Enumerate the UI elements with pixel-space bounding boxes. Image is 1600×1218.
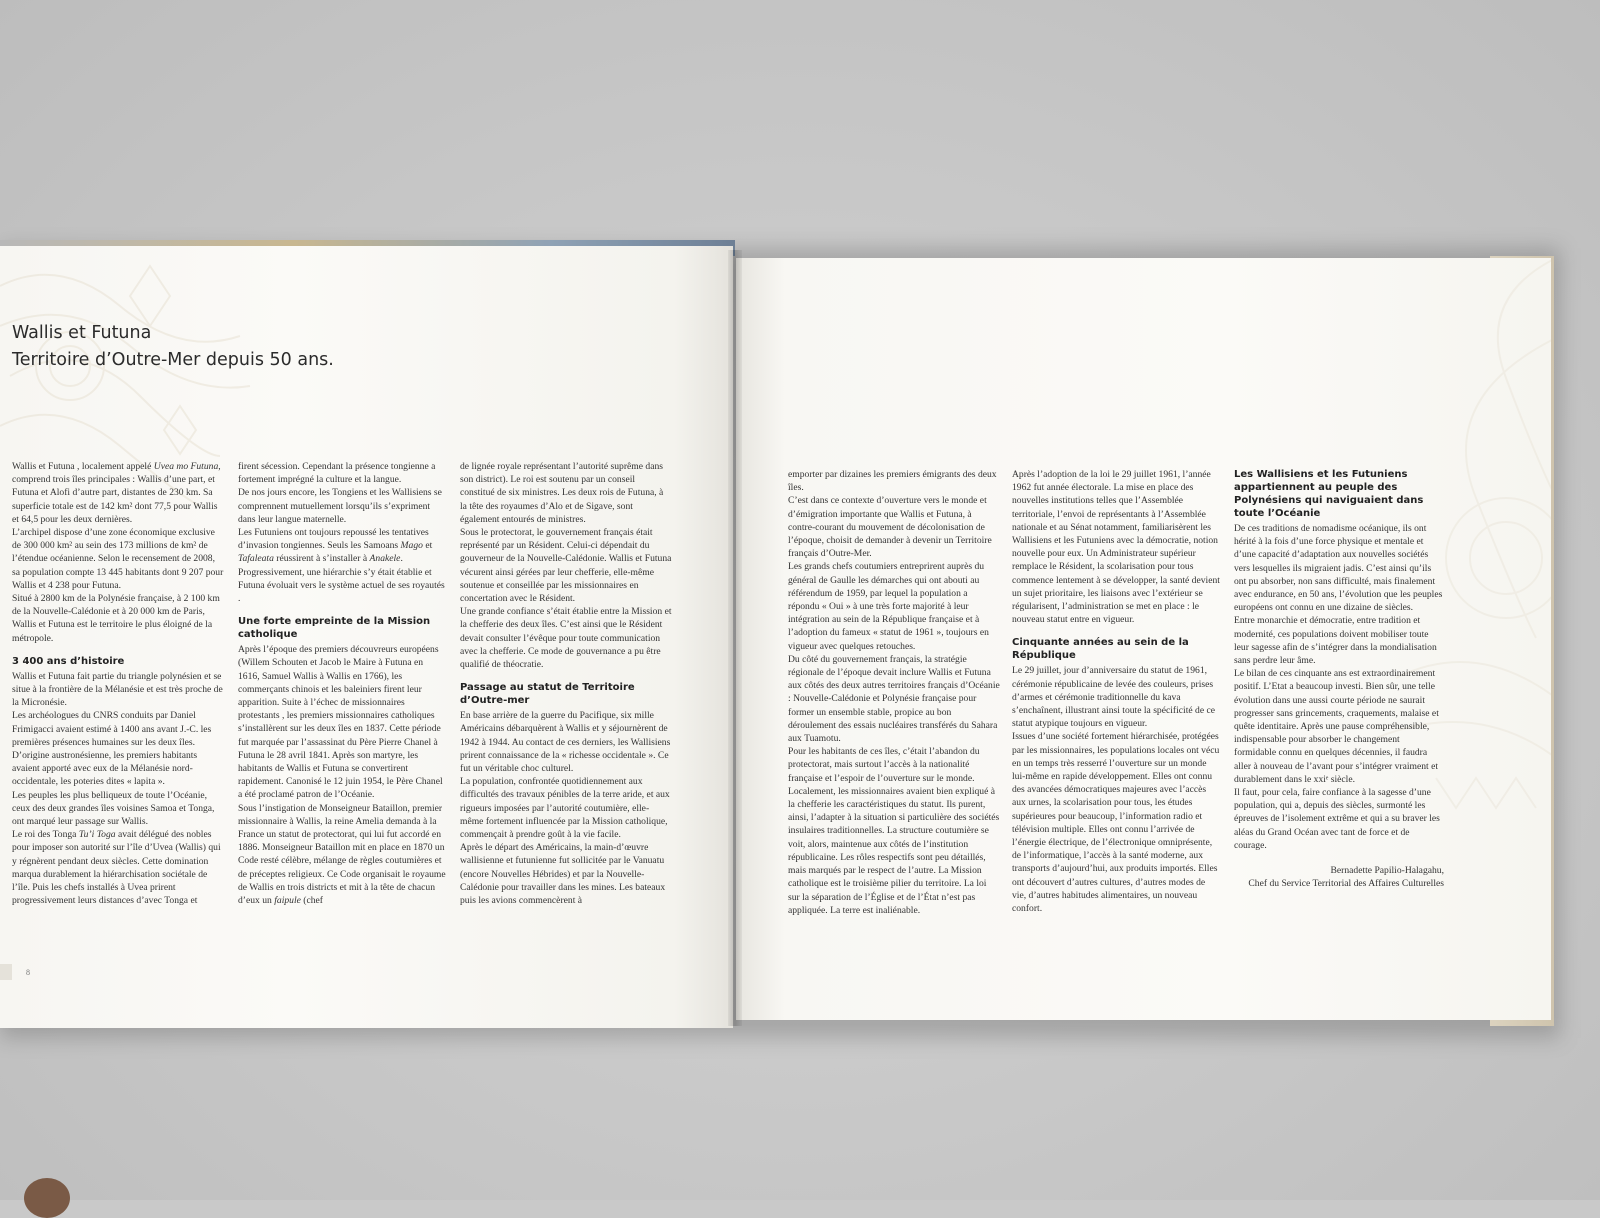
signature-role: Chef du Service Territorial des Affaires Culturelles [1248, 878, 1444, 890]
paragraph: Entre monarchie et démocratie, entre tradition et modernité, ces populations doivent mobiliser toute leur sagesse afin de s’intégrer dans la mondialisation sans perdre leur âme. [1234, 615, 1437, 667]
page-title [12, 320, 334, 374]
right-column-1 [788, 468, 1000, 917]
paragraph: C’est dans ce contexte d’ouverture vers le monde et d’émigration importante que Wallis et Futuna, à contre-courant du mouvement de décolonisation de l’époque, choisit de demander à devenir un Territoire français d’Outre-Mer. [788, 495, 992, 560]
paragraph: Les archéologues du CNRS conduits par Daniel Frimigacci avaient estimé à 1400 ans avant J.-C. les premières présences humaines sur les deux îles. D’origine austronésienne, les premiers habitants avaient apporté avec eux de la Mélanésie nord-occidentale, les poteries dites « lapita ». [12, 710, 212, 788]
book-gutter [728, 250, 742, 1026]
right-column-3 [1234, 468, 1444, 890]
paragraph: Les peuples les plus belliqueux de toute l’Océanie, ceux des deux grandes îles voisines Samoa et Tonga, ont marqué leur passage sur Wallis. [12, 789, 215, 828]
paragraph: Après le départ des Américains, la main-d’œuvre wallisienne et futunienne fut sollicitée par le Vanuatu (encore Nouvelles Hébrides) et par la Nouvelle-Calédonie pour travailler dans les mines. Les bateaux puis les avions commencèrent à [460, 842, 666, 907]
paragraph: Pour les habitants de ces îles, c’était l’abandon du protectorat, mais surtout l’accès à la nationalité française et l’espoir de l’ouverture sur le monde. [788, 746, 980, 784]
page-number: 8 [26, 968, 30, 977]
paragraph: Après l’époque des premiers découvreurs européens (Willem Schouten et Jacob le Maire à Futuna en 1616, Samuel Wallis à Wallis en 1766), les commerçants chinois et les baleiniers firent leur apparition. Suite à l’échec de missionnaires protestants , les premiers missionnaires catholiques s’installèrent sur les deux îles en 1837. Cette période fut marquée par l’assassinat du Père Pierre Chanel à Futuna le 28 avril 1841. Après son martyre, les habitants de Wallis et Futuna se convertirent rapidement. Canonisé le 12 juin 1954, le Père Chanel a été proclamé patron de l’Océanie. [238, 644, 443, 801]
paragraph: Issues d’une société fortement hiérarchisée, protégées par les missionnaires, les populations locales ont vécu en un temps très resserré l’ouverture sur un monde lui-même en rapide développement. Elles ont connu des avancées démocratiques majeures avec l’accès aux urnes, la scolarisation pour tous, les études supérieures pour beaucoup, l’information radio et télévision multiple. Elles ont connu l’arrivée de l’énergie électrique, de l’électronique omniprésente, de l’informatique, l’accès à la santé moderne, aux transports d’aujourd’hui, aux produits importés. Elles ont découvert d’autres cultures, d’autres modes de vie, d’autres habitudes alimentaires, un nouveau confort. [1012, 731, 1220, 915]
paragraph: La population, confrontée quotidiennement aux difficultés des travaux pénibles de la terre aride, et aux rigueurs imposées par l’autorité coutumière, elle-même fortement influencée par la Mission catholique, commençait à prendre goût à la vie facile. [460, 776, 670, 841]
paragraph: Le 29 juillet, jour d’anniversaire du statut de 1961, cérémonie républicaine de levée des couleurs, prises d’armes et cérémonie traditionnelle du kava s’enchaînent, illustrant ainsi toute la spécificité de ce statut atypique toujours en vigueur. [1012, 665, 1215, 730]
paragraph: Il faut, pour cela, faire confiance à la sagesse d’une population, qui a, depuis des siècles, surmonté les épreuves de l’isolement extrême et qui a su braver les aléas du Grand Océan avec tant de force et de courage. [1234, 787, 1440, 851]
paragraph: De nos jours encore, les Tongiens et les Wallisiens se comprennent mutuellement lorsqu’ils s’expriment dans leur langue maternelle. [238, 487, 442, 525]
section-heading: Passage au statut de Territoire d’Outre-mer [460, 682, 635, 707]
signature [1234, 864, 1444, 890]
paragraph: Une grande confiance s’était établie entre la Mission et la chefferie des deux îles. C’est ainsi que le Résident devait consulter l’évêque pour toute communication avec la chefferie. Ce mode de gouvernance a pu être qualifié de théocratie. [460, 606, 672, 671]
paragraph: emporter par dizaines les premiers émigrants des deux îles. [788, 469, 997, 494]
title-line-2: Territoire d’Outre-Mer depuis 50 ans. [12, 350, 334, 370]
paragraph: Sous le protectorat, le gouvernement français était représenté par un Résident. Celui-ci dépendait du gouverneur de la Nouvelle-Calédonie. Wallis et Futuna vécurent ainsi gérées par leur chefferie, elle-même soutenue et conseillée par les missionnaires en concertation avec le Résident. [460, 527, 672, 605]
page-number-tab [0, 964, 12, 980]
paragraph: Situé à 2800 km de la Polynésie française, à 2 100 km de la Nouvelle-Calédonie et à 20 000 km de Paris, Wallis et Futuna est le territoire le plus éloigné de la métropole. [12, 593, 220, 644]
left-column-2 [238, 460, 446, 907]
section-heading: 3 400 ans d’histoire [12, 655, 125, 667]
section-heading: Les Wallisiens et les Futuniens appartiennent au peuple des Polynésiens qui naviguaient dans toute l’Océanie [1234, 469, 1424, 519]
paragraph: Après l’adoption de la loi le 29 juillet 1961, l’année 1962 fut année électorale. La mise en place des nouvelles institutions telles que l’Assemblée territoriale, l’envoi de représentants à l’Assemblée nationale et au Sénat notamment, familiarisèrent les Wallisiens et les Futuniens avec la démocratie, notion nouvelle pour eux. Un Administrateur supérieur remplace le Résident, la scolarisation pour tous commence lentement à se développer, la santé devient un sujet prioritaire, les liaisons avec l’extérieur se régularisent, l’administration se met en place : le nouveau statut entre en vigueur. [1012, 469, 1220, 626]
signature-name: Bernadette Papilio-Halagahu, [1330, 865, 1444, 877]
paragraph: Du côté du gouvernement français, la stratégie régionale de l’époque devait inclure Wallis et Futuna aux côtés des deux autres territoires français d’Océanie : Nouvelle-Calédonie et Polynésie française pour former un ensemble stable, propice au bon déroulement des essais nucléaires transférés du Sahara aux Tuamotu. [788, 653, 1000, 745]
left-page [0, 246, 733, 1028]
right-column-2 [1012, 468, 1220, 915]
left-column-1 [12, 460, 224, 908]
right-page [736, 258, 1551, 1020]
paragraph: firent sécession. Cependant la présence tongienne a fortement imprégné la culture et la langue. [238, 461, 436, 486]
paragraph: Localement, les missionnaires avaient bien expliqué à la chefferie les caractéristiques du statut. Ils purent, ainsi, l’adapter à la situation si particulière des sociétés insulaires traditionnelles. La structure coutumière se voit, alors, maintenue aux côtés de l’institution républicaine. Les rôles respectifs sont peu détaillés, mais marqués par le respect de l’autre. La Mission catholique est le troisième pilier du territoire. La loi sur la séparation de l’Église et de l’État n’est pas appliquée. La terre est inaliénable. [788, 785, 1000, 916]
paragraph: Wallis et Futuna , localement appelé Uvea mo Futuna, comprend trois îles principales : Wallis d’une part, et Futuna et Alofi d’autre part, distantes de 230 km. Sa superficie totale est de 142 km² dont 77,5 pour Wallis et 64,5 pour les deux dernières. [12, 461, 221, 525]
paragraph: Les Futuniens ont toujours repoussé les tentatives d’invasion tongiennes. Seuls les Samoans Mago et Tafaleata réussirent à s’installer à Anakele. Progressivement, une hiérarchie s’y était établie et Futuna évoluait vers le système actuel de ses royautés . [238, 527, 445, 605]
paragraph: Sous l’instigation de Monseigneur Bataillon, premier missionnaire à Wallis, la reine Amelia demanda à la France un statut de protectorat, qui lui fut accordé en 1886. Monseigneur Bataillon mit en place en 1870 un Code resté célèbre, mélange de règles coutumières et de préceptes religieux. Ce Code organisait le royaume de Wallis en trois districts et mit à la tête de chacun d’eux un faipule (chef [238, 802, 446, 907]
left-column-3 [460, 460, 672, 907]
title-line-1: Wallis et Futuna [12, 323, 152, 343]
paragraph: Wallis et Futuna fait partie du triangle polynésien et se situe à la frontière de la Mélanésie et est très proche de la Micronésie. [12, 670, 223, 709]
paragraph: De ces traditions de nomadisme océanique, ils ont hérité à la fois d’une force physique et mentale et d’une capacité d’adaptation aux nouvelles sociétés vers lesquelles ils migraient jadis. C’est ainsi qu’ils ont pu absorber, non sans difficulté, mais finalement avec endurance, en 50 ans, l’évolution que les peuples européens ont connu en une dizaine de siècles. [1234, 523, 1443, 614]
paragraph: de lignée royale représentant l’autorité suprême dans son district). Le roi est soutenu par un conseil constitué de six ministres. Les deux rois de Futuna, à la tête des royaumes d’Alo et de Sigave, sont également entourés de ministres. [460, 461, 664, 525]
section-heading: Une forte empreinte de la Mission catholique [238, 616, 431, 641]
paragraph: L’archipel dispose d’une zone économique exclusive de 300 000 km² au sein des 173 millions de km² de l’étendue océanienne. Selon le recensement de 2008, sa population compte 13 445 habitants dont 9 207 pour Wallis et 4 238 pour Futuna. [12, 527, 224, 591]
finger [24, 1178, 70, 1218]
paragraph: Le bilan de ces cinquante ans est extraordinairement positif. L’Etat a beaucoup investi. Bien sûr, une telle évolution dans une aussi courte période ne saurait progresser sans grincements, craquements, malaise et quête identitaire. Après une pause compréhensible, indispensable pour absorber le changement formidable connu en quelques décennies, il faudra aller à nouveau de l’avant pour s’intégrer vraiment et durablement dans le xxiᵉ siècle. [1234, 668, 1439, 785]
paragraph: Le roi des Tonga Tu’i Toga avait délégué des nobles pour imposer son autorité sur l’île d’Uvea (Wallis) qui y régnèrent pendant deux siècles. Cette domination marqua durablement la hiérarchisation sociétale de l’île. Puis les chefs installés à Uvea prirent progressivement leurs distances d’avec Tonga et [12, 829, 221, 907]
paragraph: Les grands chefs coutumiers entreprirent auprès du général de Gaulle les démarches qui ont abouti au référendum de 1959, par lequel la population a répondu « Oui » à une très forte majorité à leur intégration au sein de la République française et à l’adoption du fameux « statut de 1961 », toujours en vigueur avec quelques retouches. [788, 561, 989, 652]
paragraph: En base arrière de la guerre du Pacifique, six mille Américains débarquèrent à Wallis et y séjournèrent de 1942 à 1944. Au contact de ces derniers, les Wallisiens prirent connaissance de la « richesse occidentale ». Ce fut un véritable choc culturel. [460, 710, 671, 775]
section-heading: Cinquante années au sein de la République [1012, 637, 1189, 662]
